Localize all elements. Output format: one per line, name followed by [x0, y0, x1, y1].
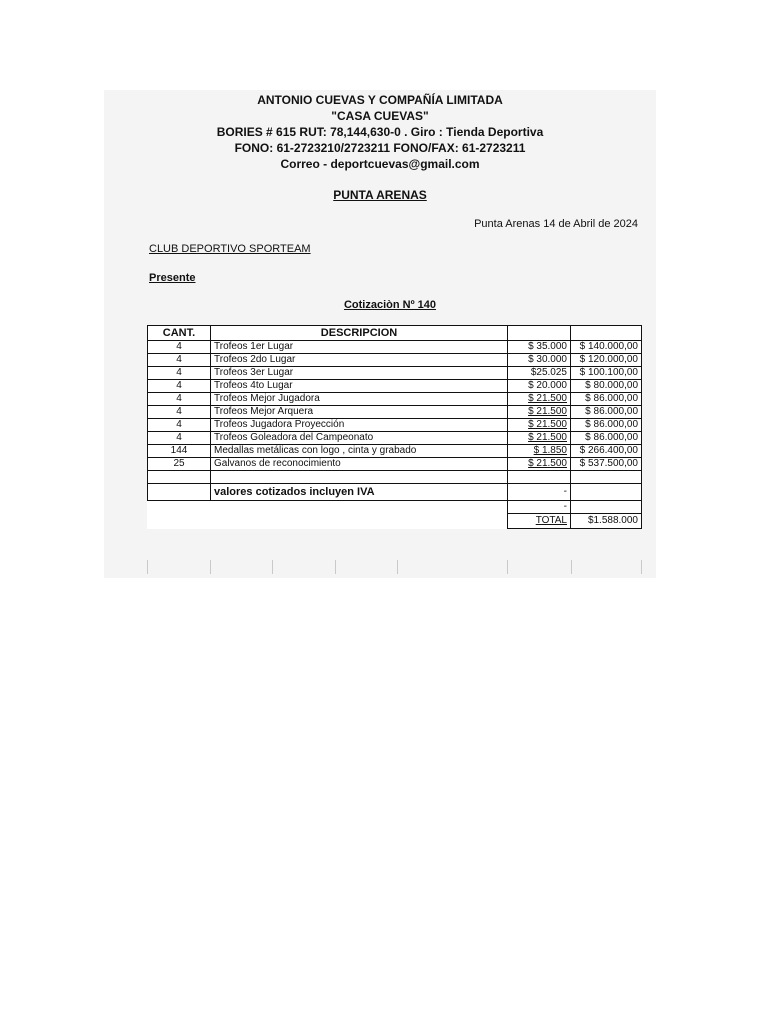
company-address: BORIES # 615 RUT: 78,144,630-0 . Giro : Tienda Deportiva	[216, 125, 544, 139]
cell-empty	[148, 501, 211, 514]
iva-note-row	[148, 484, 642, 501]
cell-description: Medallas metálicas con logo , cinta y grabado	[211, 445, 508, 458]
cell-empty	[571, 484, 642, 501]
cell-unit-price: $25.025	[508, 367, 571, 380]
cell-empty	[148, 514, 211, 529]
gridline	[147, 560, 148, 574]
table-row	[148, 458, 642, 471]
table-row	[148, 445, 642, 458]
cell-qty: 4	[148, 341, 211, 354]
quote-date: Punta Arenas 14 de Abril de 2024	[474, 218, 638, 230]
cell-description: Trofeos 1er Lugar	[211, 341, 508, 354]
iva-note: valores cotizados incluyen IVA	[211, 484, 508, 501]
cell-description: Trofeos 2do Lugar	[211, 354, 508, 367]
company-header	[104, 90, 656, 172]
table-row	[148, 341, 642, 354]
company-brand: "CASA CUEVAS"	[331, 109, 429, 123]
cell-dash: -	[508, 484, 571, 501]
cell-unit-price: $ 1.850	[508, 445, 571, 458]
greeting: Presente	[149, 272, 196, 284]
table-row-empty	[148, 501, 642, 514]
cell-description: Trofeos Goleadora del Campeonato	[211, 432, 508, 445]
cell-empty	[211, 501, 508, 514]
cell-description: Trofeos Mejor Arquera	[211, 406, 508, 419]
cell-empty	[211, 514, 508, 529]
sheet-gridlines	[104, 560, 656, 574]
cell-line-total: $ 120.000,00	[571, 354, 642, 367]
total-value: $1.588.000	[571, 514, 642, 529]
cell-unit-price: $ 21.500	[508, 432, 571, 445]
company-phone: FONO: 61-2723210/2723211 FONO/FAX: 61-2723211	[234, 141, 526, 155]
table-row-empty	[148, 471, 642, 484]
cell-qty: 4	[148, 380, 211, 393]
company-name: ANTONIO CUEVAS Y COMPAÑÍA LIMITADA	[257, 93, 503, 107]
cell-unit-price: $ 20.000	[508, 380, 571, 393]
cell-description: Trofeos Mejor Jugadora	[211, 393, 508, 406]
cell-empty	[211, 471, 508, 484]
company-email: Correo - deportcuevas@gmail.com	[280, 157, 480, 171]
gridline	[397, 560, 398, 574]
client-name: CLUB DEPORTIVO SPORTEAM	[149, 243, 311, 255]
cell-line-total: $ 80.000,00	[571, 380, 642, 393]
cell-line-total: $ 86.000,00	[571, 393, 642, 406]
cell-qty: 4	[148, 367, 211, 380]
cell-description: Trofeos 3er Lugar	[211, 367, 508, 380]
cell-line-total: $ 266.400,00	[571, 445, 642, 458]
cell-qty: 4	[148, 432, 211, 445]
cell-unit-price: $ 35.000	[508, 341, 571, 354]
table-row	[148, 354, 642, 367]
header-unit-price	[508, 326, 571, 341]
cell-qty: 4	[148, 419, 211, 432]
table-row	[148, 406, 642, 419]
gridline	[641, 560, 642, 574]
gridline	[272, 560, 273, 574]
cell-description: Galvanos de reconocimiento	[211, 458, 508, 471]
cell-description: Trofeos 4to Lugar	[211, 380, 508, 393]
quote-table	[147, 325, 642, 529]
quote-number-title: Cotizaciòn Nº 140	[343, 299, 437, 311]
table-header-row	[148, 326, 642, 341]
cell-empty	[571, 501, 642, 514]
cell-qty: 4	[148, 354, 211, 367]
total-label: TOTAL	[508, 514, 571, 529]
cell-qty: 144	[148, 445, 211, 458]
gridline	[335, 560, 336, 574]
gridline	[571, 560, 572, 574]
header-description: DESCRIPCION	[211, 326, 508, 341]
cell-line-total: $ 140.000,00	[571, 341, 642, 354]
cell-line-total: $ 86.000,00	[571, 419, 642, 432]
cell-unit-price: $ 21.500	[508, 406, 571, 419]
table-row	[148, 367, 642, 380]
cell-empty	[508, 471, 571, 484]
header-qty: CANT.	[148, 326, 211, 341]
cell-empty	[148, 484, 211, 501]
cell-empty	[148, 471, 211, 484]
table-row	[148, 419, 642, 432]
cell-unit-price: $ 30.000	[508, 354, 571, 367]
table-row	[148, 393, 642, 406]
table-row	[148, 432, 642, 445]
cell-unit-price: $ 21.500	[508, 458, 571, 471]
cell-qty: 25	[148, 458, 211, 471]
header-line-total	[571, 326, 642, 341]
quotation-sheet	[104, 90, 656, 578]
city-title: PUNTA ARENAS	[333, 188, 427, 202]
cell-line-total: $ 86.000,00	[571, 432, 642, 445]
cell-description: Trofeos Jugadora Proyección	[211, 419, 508, 432]
cell-line-total: $ 537.500,00	[571, 458, 642, 471]
total-row	[148, 514, 642, 529]
cell-line-total: $ 86.000,00	[571, 406, 642, 419]
gridline	[507, 560, 508, 574]
cell-qty: 4	[148, 393, 211, 406]
cell-unit-price: $ 21.500	[508, 393, 571, 406]
table-row	[148, 380, 642, 393]
gridline	[210, 560, 211, 574]
cell-empty	[571, 471, 642, 484]
cell-qty: 4	[148, 406, 211, 419]
cell-line-total: $ 100.100,00	[571, 367, 642, 380]
cell-dash: -	[508, 501, 571, 514]
cell-unit-price: $ 21.500	[508, 419, 571, 432]
